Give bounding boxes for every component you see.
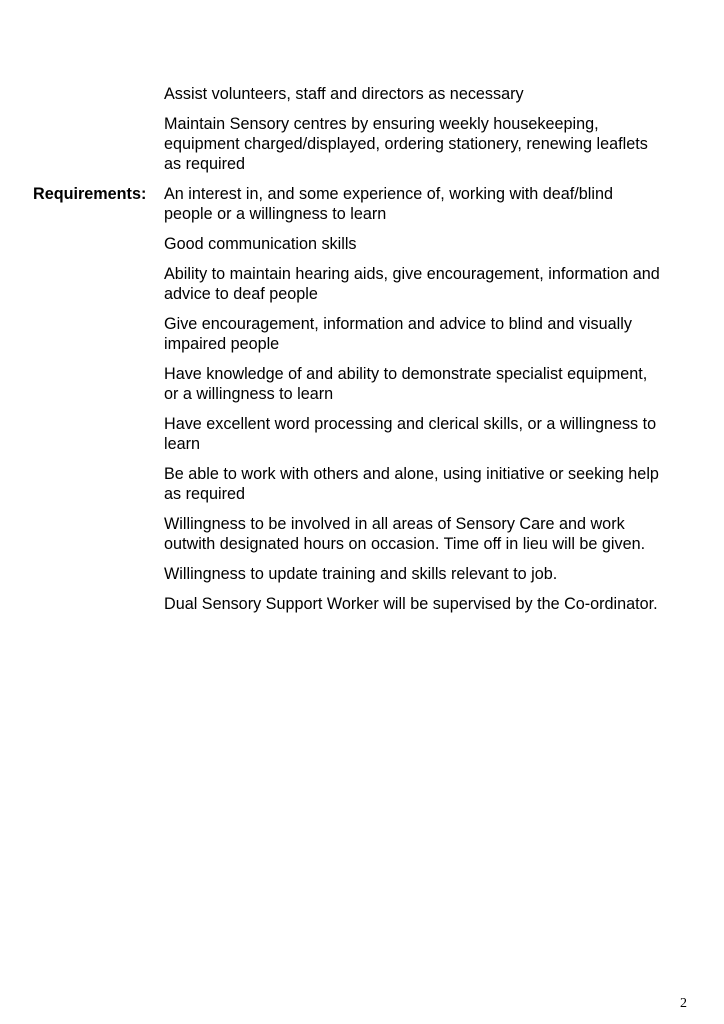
item-text: Maintain Sensory centres by ensuring weekly housekeeping, equipment charged/displayed, ordering stationery, renewing leaflets as required [164,115,648,173]
list-item-communication-skills [0,234,724,254]
list-item-sensory-care-areas [0,514,724,554]
item-text: Have knowledge of and ability to demonstrate specialist equipment, or a willingness to learn [164,365,648,403]
item-text: Willingness to update training and skills relevant to job. [164,565,558,583]
item-text: Good communication skills [164,235,357,253]
list-item-supervision [0,594,724,614]
item-text: Give encouragement, information and advice to blind and visually impaired people [164,315,632,353]
item-text: Be able to work with others and alone, using initiative or seeking help as required [164,465,659,503]
list-item-specialist-equipment [0,364,724,404]
item-text: Assist volunteers, staff and directors as necessary [164,85,524,103]
requirements-label: Requirements: [33,185,147,203]
item-text: Have excellent word processing and clerical skills, or a willingness to learn [164,415,657,453]
item-text: Willingness to be involved in all areas of Sensory Care and work outwith designated hours on occasion. Time off in lieu will be given. [164,515,646,553]
item-text: An interest in, and some experience of, working with deaf/blind people or a willingness to learn [164,185,614,223]
list-item-blind-visually-impaired [0,314,724,354]
list-item-update-training [0,564,724,584]
list-item-word-processing [0,414,724,454]
list-item-maintain-sensory-centres [0,114,724,174]
list-item-hearing-aids [0,264,724,304]
item-text: Ability to maintain hearing aids, give encouragement, information and advice to deaf people [164,265,660,303]
item-text: Dual Sensory Support Worker will be supervised by the Co-ordinator. [164,595,658,613]
page-number: 2 [680,996,687,1011]
list-item-work-with-others [0,464,724,504]
list-item-assist-volunteers [0,84,724,104]
list-item-interest-experience [0,184,724,224]
duties-and-requirements-list [0,84,724,624]
